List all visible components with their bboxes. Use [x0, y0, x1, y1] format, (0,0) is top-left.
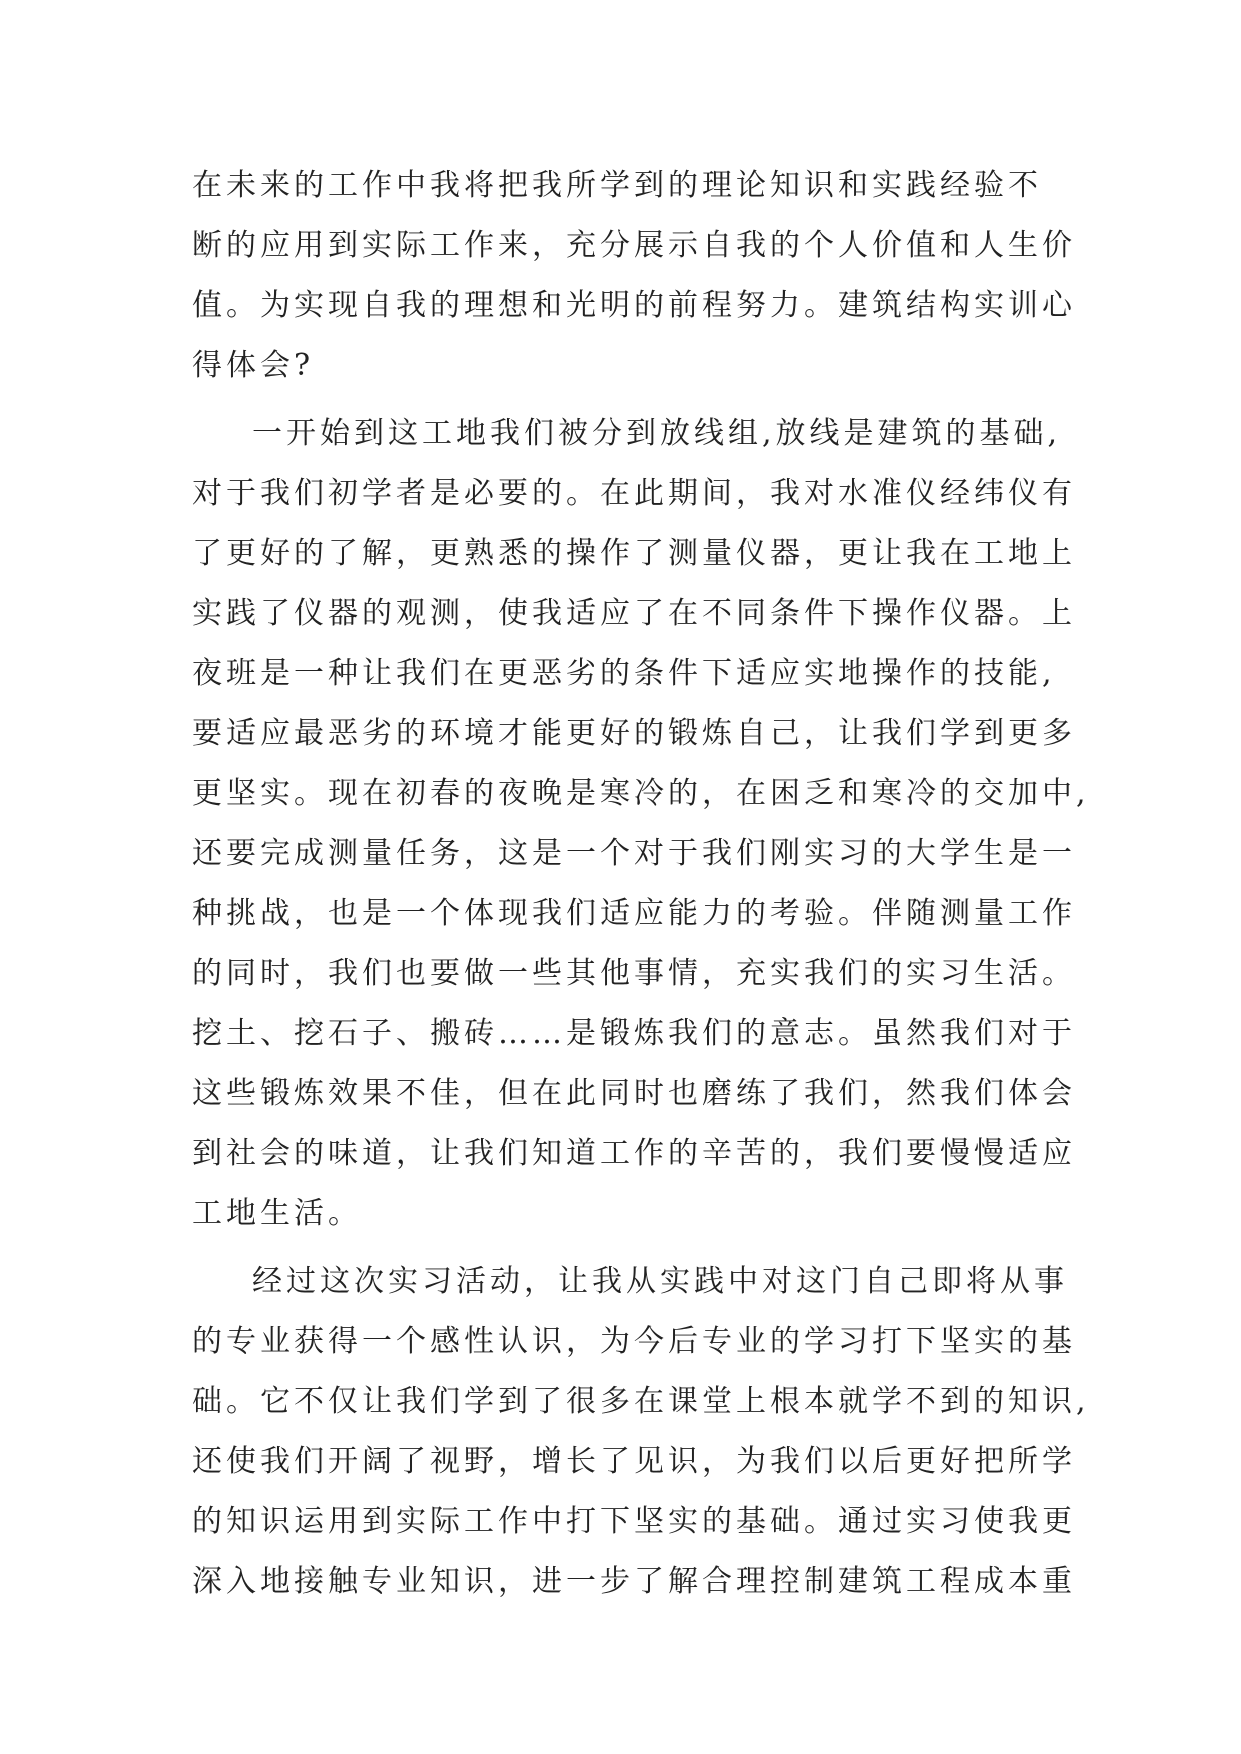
- text-line: 挖土、挖石子、搬砖……是锻炼我们的意志。虽然我们对于: [192, 1016, 1076, 1051]
- text-line: 值。为实现自我的理想和光明的前程努力。建筑结构实训心: [192, 288, 1076, 323]
- text-line: 工地生活。: [192, 1196, 362, 1231]
- text-line: 一开始到这工地我们被分到放线组,放线是建筑的基础,: [252, 416, 1062, 451]
- text-line: 了更好的了解，更熟悉的操作了测量仪器，更让我在工地上: [192, 536, 1076, 571]
- text-line: 种挑战，也是一个体现我们适应能力的考验。伴随测量工作: [192, 896, 1076, 931]
- text-line: 得体会?: [192, 348, 315, 383]
- text-line: 经过这次实习活动，让我从实践中对这门自己即将从事: [252, 1264, 1068, 1299]
- text-line: 夜班是一种让我们在更恶劣的条件下适应实地操作的技能,: [192, 656, 1056, 691]
- text-line: 的知识运用到实际工作中打下坚实的基础。通过实习使我更: [192, 1504, 1076, 1539]
- text-line: 深入地接触专业知识，进一步了解合理控制建筑工程成本重: [192, 1564, 1076, 1599]
- text-line: 的同时，我们也要做一些其他事情，充实我们的实习生活。: [192, 956, 1076, 991]
- text-line: 对于我们初学者是必要的。在此期间，我对水准仪经纬仪有: [192, 476, 1076, 511]
- text-line: 的专业获得一个感性认识，为今后专业的学习打下坚实的基: [192, 1324, 1076, 1359]
- text-line: 还要完成测量任务，这是一个对于我们刚实习的大学生是一: [192, 836, 1076, 871]
- text-line: 础。它不仅让我们学到了很多在课堂上根本就学不到的知识,: [192, 1384, 1090, 1419]
- text-line: 更坚实。现在初春的夜晚是寒冷的，在困乏和寒冷的交加中,: [192, 776, 1090, 811]
- text-line: 这些锻炼效果不佳，但在此同时也磨练了我们，然我们体会: [192, 1076, 1076, 1111]
- document-body: [192, 156, 1090, 1612]
- text-line: 实践了仪器的观测，使我适应了在不同条件下操作仪器。上: [192, 596, 1076, 631]
- text-line: 要适应最恶劣的环境才能更好的锻炼自己，让我们学到更多: [192, 716, 1076, 751]
- text-line: 断的应用到实际工作来，充分展示自我的个人价值和人生价: [192, 228, 1076, 263]
- text-line: 到社会的味道，让我们知道工作的辛苦的，我们要慢慢适应: [192, 1136, 1076, 1171]
- text-line: 在未来的工作中我将把我所学到的理论知识和实践经验不: [192, 168, 1042, 203]
- text-line: 还使我们开阔了视野，增长了见识，为我们以后更好把所学: [192, 1444, 1076, 1479]
